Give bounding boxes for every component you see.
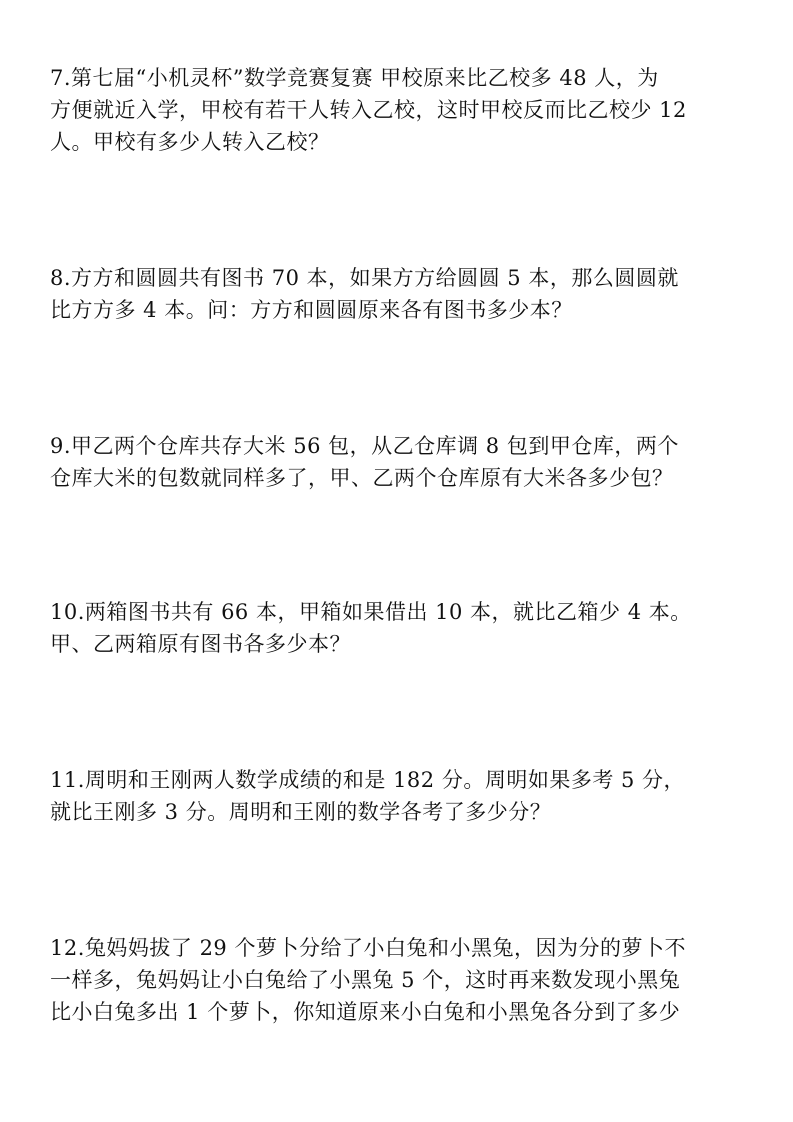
problem-12-line-3: 比小白兔多出 1 个萝卜，你知道原来小白兔和小黑兔各分到了多少 (50, 1000, 681, 1024)
problem-11-line-2: 就比王刚多 3 分。周明和王刚的数学各考了多少分？ (50, 800, 552, 824)
problem-8 (50, 262, 755, 326)
problem-12-line-2: 一样多，兔妈妈让小白兔给了小黑兔 5 个，这时再来数发现小黑兔 (50, 968, 681, 992)
problem-12-line-1: 12.兔妈妈拔了 29 个萝卜分给了小白兔和小黑兔，因为分的萝卜不 (50, 936, 686, 960)
problem-7-line-1: 7.第七届“小机灵杯”数学竞赛复赛 甲校原来比乙校多 48 人，为 (50, 66, 659, 90)
problem-11-line-1: 11.周明和王刚两人数学成绩的和是 182 分。周明如果多考 5 分， (50, 768, 686, 792)
problem-10-line-1: 10.两箱图书共有 66 本，甲箱如果借出 10 本，就比乙箱少 4 本。 (50, 600, 692, 624)
problem-9-line-1: 9.甲乙两个仓库共存大米 56 包，从乙仓库调 8 包到甲仓库，两个 (50, 434, 679, 458)
problem-10 (50, 596, 755, 660)
problem-9-line-2: 仓库大米的包数就同样多了，甲、乙两个仓库原有大米各多少包？ (50, 466, 674, 490)
problem-8-line-2: 比方方多 4 本。问：方方和圆圆原来各有图书多少本？ (50, 298, 573, 322)
problem-7-line-2: 方便就近入学，甲校有若干人转入乙校，这时甲校反而比乙校少 12 (50, 98, 687, 122)
problem-10-line-2: 甲、乙两箱原有图书各多少本？ (50, 632, 351, 656)
problem-9 (50, 430, 755, 494)
problem-8-line-1: 8.方方和圆圆共有图书 70 本，如果方方给圆圆 5 本，那么圆圆就 (50, 266, 679, 290)
problem-12 (50, 932, 755, 1028)
problem-7 (50, 62, 755, 158)
problem-11 (50, 764, 755, 828)
problem-7-line-3: 人。甲校有多少人转入乙校？ (50, 130, 330, 154)
